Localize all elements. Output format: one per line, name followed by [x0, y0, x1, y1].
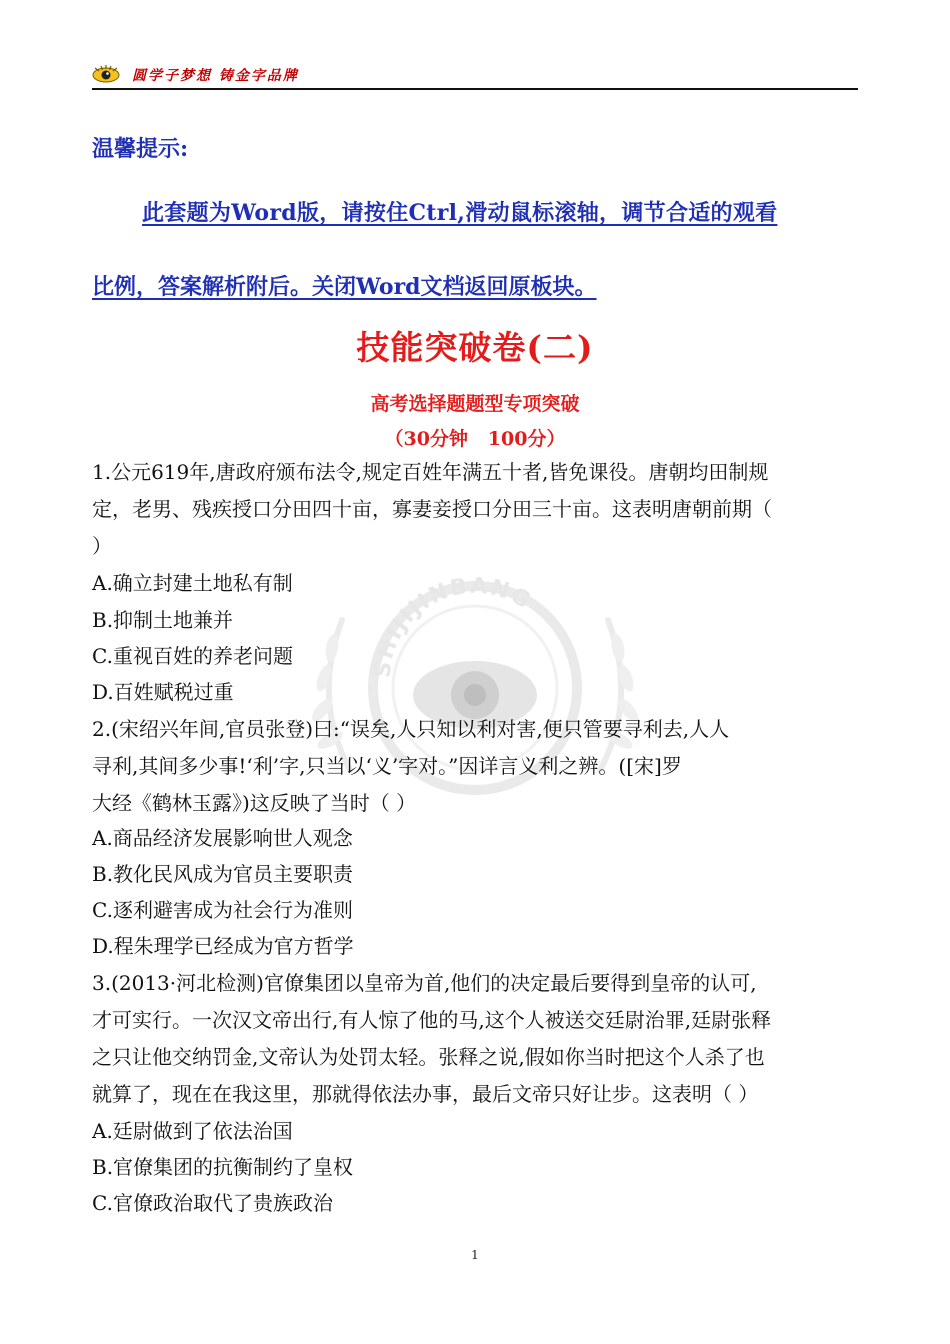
watermark-text: SHIJIJINBANG	[370, 573, 536, 679]
q2-option-a: A.商品经济发展影响世人观念	[92, 826, 353, 850]
q1-stem-line-2: 定，老男、残疾授口分田四十亩，寡妻妾授口分田三十亩。这表明唐朝前期（	[92, 497, 772, 521]
q1-stem-line-1: 1.公元619年,唐政府颁布法令,规定百姓年满五十者,皆免课役。唐朝均田制规	[92, 460, 769, 484]
header-slogan: 圆学子梦想 铸金字品牌	[132, 68, 299, 84]
notice-line-2[interactable]: 比例，答案解析附后。关闭Word文档返回原板块。	[92, 274, 597, 300]
q3-stem-line-2: 才可实行。一次汉文帝出行,有人惊了他的马,这个人被送交廷尉治罪,廷尉张释	[92, 1008, 772, 1032]
q2-stem-line-3: 大经《鹤林玉露》)这反映了当时（ ）	[92, 791, 417, 815]
time-score-info: （30分钟 100分）	[384, 428, 566, 450]
paper-title: 技能突破卷(二)	[356, 328, 594, 367]
page-header	[92, 62, 858, 90]
q3-option-b: B.官僚集团的抗衡制约了皇权	[92, 1155, 354, 1179]
q3-stem-line-3: 之只让他交纳罚金,文帝认为处罚太轻。张释之说,假如你当时把这个人杀了也	[92, 1045, 765, 1069]
q1-option-a: A.确立封建土地私有制	[92, 571, 293, 595]
q1-stem-line-3: ）	[92, 534, 112, 558]
q1-option-c: C.重视百姓的养老问题	[92, 644, 293, 668]
q3-option-c: C.官僚政治取代了贵族政治	[92, 1191, 333, 1215]
paper-subtitle: 高考选择题题型专项突破	[370, 393, 580, 415]
q3-stem-line-1: 3.(2013·河北检测)官僚集团以皇帝为首,他们的决定最后要得到皇帝的认可,	[92, 971, 757, 995]
q2-option-c: C.逐利避害成为社会行为准则	[92, 898, 353, 922]
q3-option-a: A.廷尉做到了依法治国	[92, 1119, 293, 1143]
q1-option-b: B.抑制土地兼并	[92, 608, 234, 632]
page-number: 1	[471, 1248, 479, 1262]
q2-stem-line-2: 寻利,其间多少事!‘利’字,只当以‘义’字对。”因详言义利之辨。([宋]罗	[92, 754, 682, 778]
q2-option-b: B.教化民风成为官员主要职责	[92, 862, 354, 886]
notice-line-1[interactable]: 此套题为Word版，请按住Ctrl,滑动鼠标滚轴，调节合适的观看	[142, 200, 778, 226]
eye-logo-icon	[92, 64, 120, 84]
q1-option-d: D.百姓赋税过重	[92, 680, 234, 704]
q2-stem-line-1: 2.(宋绍兴年间,官员张登)曰:“误矣,人只知以利对害,便只管要寻利去,人人	[92, 717, 730, 741]
notice-title: 温馨提示:	[92, 136, 189, 162]
q2-option-d: D.程朱理学已经成为官方哲学	[92, 934, 354, 958]
q3-stem-line-4: 就算了，现在在我这里，那就得依法办事，最后文帝只好让步。这表明（ ）	[92, 1082, 759, 1106]
